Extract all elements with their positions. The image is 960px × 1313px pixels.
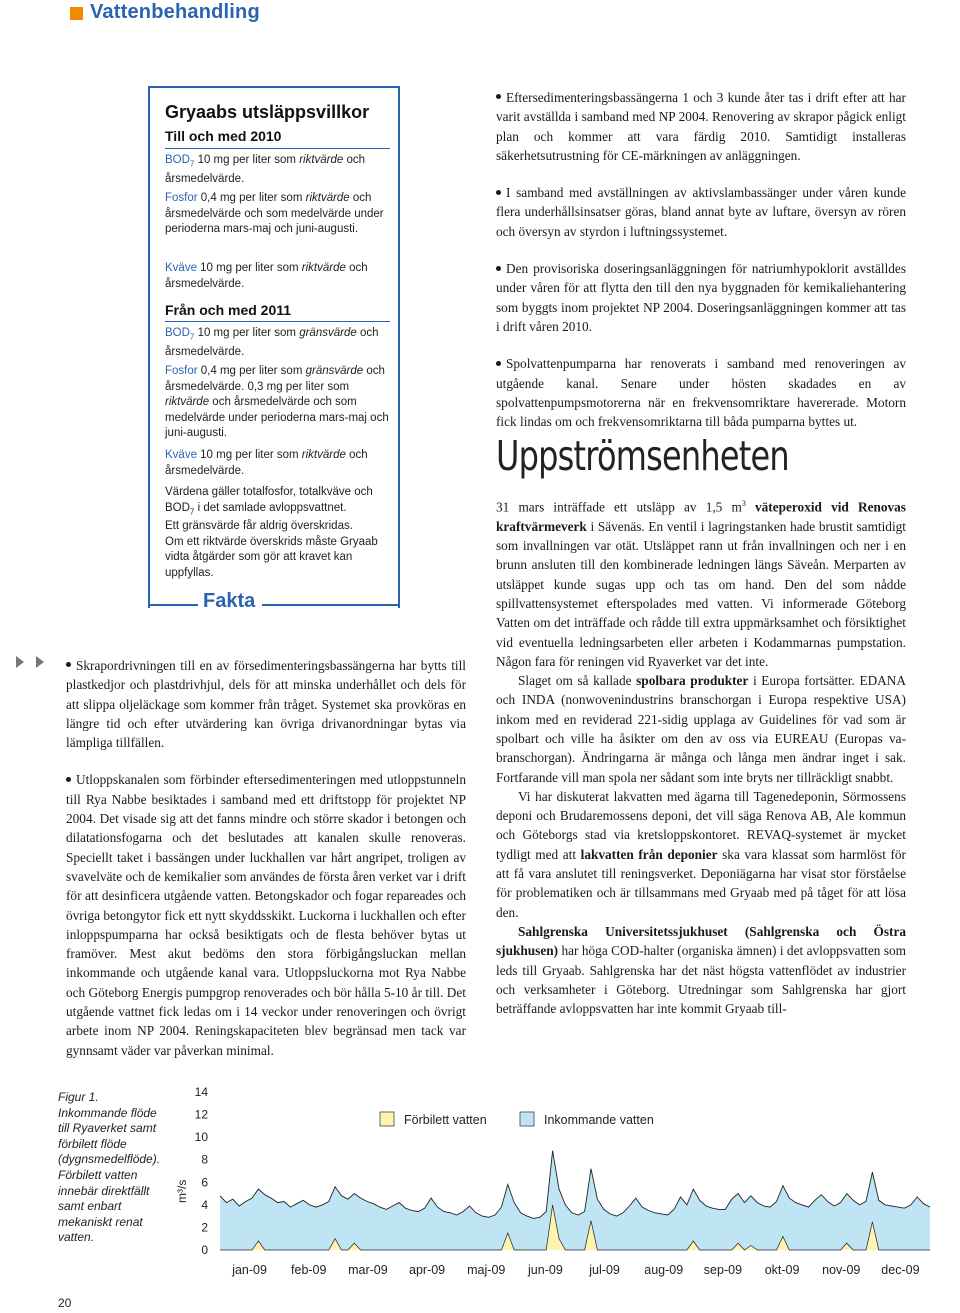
fakta-rule-2: [165, 321, 390, 322]
x-tick-label: okt-09: [764, 1263, 800, 1277]
orange-square-icon: [70, 7, 83, 20]
paragraph: 31 mars inträffade ett utsläpp av 1,5 $m^3$ väteperoxid vid Renovas kraftvärmeverk i Sävenäs. En ventil i lagringstanken hade brustit samtidigt som invallningen var otät. Utsläppet rann ut från invallningen och ner i en brunn ansluten till den kombinerade ledningen längs Säveån. Merparten av utsläppet kunde sugas upp och tas om hand. Den del som nådde spillvattensystemet efterspolades med vatten. Vi informerade Göteborg Vatten om det inträffade och rådde till extra uppmärksamhet och försiktighet vid eventuella ledningsarbeten eller arbeten i Kodammarnas pumpstation. Någon fara för reningen vid Ryaverket var det inte.: [496, 499, 906, 669]
x-tick-label: jun-09: [528, 1263, 563, 1277]
y-tick-label: 2: [201, 1220, 208, 1235]
right-column-bullets: [496, 88, 906, 431]
bullet-icon: [496, 190, 501, 195]
section-header: [0, 0, 960, 30]
bullet-paragraph: Skrapordrivningen till en av försedimenteringsbassängerna har bytts till plastkedjor och plastdrivhjul, dels för att minska underhållet och dels för att slippa oljeläckage som kommer från tråget. Systemet ska provköras en längre tid och efter utvärdering kan övriga drivanordningar bytas via lämpliga tillfällen.: [66, 658, 466, 751]
fakta-s1-fosfor: Fosfor 0,4 mg per liter som riktvärde och årsmedelvärde och som medelvärde under perioderna mars-maj och juni-augusti.: [165, 192, 384, 235]
bullet-icon: [66, 777, 71, 782]
right-column-body: [496, 494, 906, 1018]
paragraph: Sahlgrenska Universitetssjukhuset (Sahlgrenska och Östra sjukhusen) har höga COD-halter (organiska ämnen) i det avloppsvatten som leds till Gryaab. Sahlgrenska har det näst högsta vattenflödet av industrier och verksamheter i Göteborg. Utredningar som Sahlgrenska har gjort beträffande avloppsvatten har inte kommit Gryaab till-: [496, 923, 906, 1017]
fakta-section-1-heading: Till och med 2010: [165, 128, 282, 144]
arrow-right-icon: [16, 656, 24, 668]
bullet-paragraph: Eftersedimenteringsbassängerna 1 och 3 kunde åter tas i drift efter att har varit avställda i samband med NP 2004. Renovering av skrapor pågick enligt plan och kommer att vara färdig 2010. Samtidigt installeras säkerhetsutrustning för CE-märkningen av anläggningen.: [496, 90, 906, 163]
x-tick-label: sep-09: [703, 1263, 743, 1277]
legend-swatch: [520, 1112, 534, 1126]
bullet-paragraph: Den provisoriska doseringsanläggningen för natriumhypoklorit avställdes under våren för att flytta den till den nya byggnaden för kemikaliehantering som byggts inom projektet NP 2004. Doseringsanläggningen kommer att tas i drift våren 2010.: [496, 261, 906, 334]
fakta-section-2-heading: Från och med 2011: [165, 302, 292, 318]
subsection-heading: Uppströmsenheten: [496, 432, 789, 480]
y-tick-label: 0: [201, 1243, 208, 1257]
x-tick-label: maj-09: [467, 1263, 506, 1277]
fakta-s2-fosfor: Fosfor 0,4 mg per liter som gränsvärde och årsmedelvärde. 0,3 mg per liter som riktvärde och årsmedelvärde och som medelvärde under perioderna mars-maj och juni-augusti.: [165, 365, 389, 439]
x-tick-label: jul-09: [589, 1263, 620, 1277]
flow-chart: [170, 1078, 940, 1288]
bullet-icon: [66, 662, 71, 667]
fakta-box-rule-left: [148, 604, 198, 606]
fakta-notes: Värdena gäller totalfosfor, totalkväve och $BOD_7$ i det samlade avloppsvattnet. Ett gränsvärde får aldrig överskridas. Om ett riktvärde överskrids måste Gryaab vidta åtgärder som gör att kravet kan uppfyllas.: [165, 486, 378, 579]
y-axis-label: m³/s: [175, 1179, 189, 1203]
fakta-s2-bod: $BOD_7$ 10 mg per liter som gränsvärde och årsmedelvärde.: [165, 327, 379, 358]
legend-label: Inkommande vatten: [544, 1113, 654, 1127]
bullet-icon: [496, 94, 501, 99]
section-title: Vattenbehandling: [90, 1, 260, 23]
y-tick-label: 8: [201, 1152, 208, 1167]
figure-caption: Figur 1. Inkommande flöde till Ryaverket samt förbilett flöde (dygnsmedelflöde). Förbilett vatten innebär direktfällt samt enbart mekaniskt renat vatten.: [58, 1090, 161, 1245]
y-tick-label: 10: [194, 1130, 208, 1145]
y-tick-label: 14: [194, 1085, 208, 1099]
fakta-title: Gryaabs utsläppsvillkor: [165, 102, 370, 122]
x-axis-ticks: [231, 1263, 919, 1277]
fakta-s1-bod: $BOD_7$ 10 mg per liter som riktvärde och årsmedelvärde.: [165, 154, 366, 185]
x-tick-label: dec-09: [881, 1263, 920, 1277]
y-tick-label: 12: [194, 1107, 208, 1122]
y-tick-label: 4: [201, 1197, 208, 1212]
paragraph: Slaget om så kallade spolbara produkter i Europa fortsätter. EDANA och INDA (nonwovenindustrins branschorgan i Europa respektive USA) inkom med en reviderad 221-sidig upplaga av Guidelines för vad som är spolbart och ville ha åsikter om den av oss via EUREAU (Europas va-branschorgan). Ändringarna är många och långa men ändrar inget i sak. Fortfarande vill man spola ner sådant som inte bryts ner tillräckligt snabbt.: [496, 673, 906, 785]
x-tick-label: aug-09: [644, 1263, 684, 1277]
left-column-text: [66, 656, 466, 1060]
bullet-paragraph: I samband med avställningen av aktivslambassänger under våren kunde flera underhållsinsatser göras, bland annat byte av luftare, översyn av rören och översyn av styrdon i luftningssystemet.: [496, 185, 906, 239]
paragraph: Vi har diskuterat lakvatten med ägarna till Tagenedeponin, Sörmossens deponi och Brudaremossens deponi, det vill säga Renova AB, Ale kommun och Göteborgs stad via kretsloppskontoret. REVAQ-systemet är mycket tydligt med att lakvatten från deponier ska vara klassat som harmlöst för att få vara anslutet till reningsverket. Deponiägarna har visat stor förståelse för problematiken och är tillsammans med Gryaab med på tåget för att lösa den.: [496, 788, 906, 920]
x-tick-label: mar-09: [348, 1263, 388, 1277]
bullet-icon: [496, 266, 501, 271]
bullet-icon: [496, 361, 501, 366]
plot-area: [220, 1151, 930, 1250]
y-axis-ticks: [195, 1085, 209, 1257]
x-tick-label: feb-09: [291, 1263, 327, 1277]
fakta-box-rule-right: [262, 604, 398, 606]
fakta-rule-1: [165, 148, 390, 149]
x-tick-label: apr-09: [409, 1263, 446, 1277]
x-tick-label: nov-09: [822, 1263, 861, 1277]
legend-swatch: [380, 1112, 394, 1126]
series-area-inkommande: [220, 1151, 930, 1250]
chart-legend: [380, 1112, 654, 1127]
y-tick-label: 6: [201, 1175, 208, 1190]
x-tick-label: jan-09: [232, 1263, 267, 1277]
fakta-s2-kvave: Kväve 10 mg per liter som riktvärde och årsmedelvärde.: [165, 449, 368, 477]
bullet-paragraph: Utloppskanalen som förbinder eftersedimenteringen med utloppstunneln till Rya Nabbe besiktades i samband med ett driftstopp för projektet NP 2004. Det visade sig att det fanns mindre och större skador i betongen och dilatationsfogarna och det beslutades att kanalen skulle renoveras. Speciellt taket i bassängen under luckhallen var hårt angripet, troligen av svavelväte och de kemikalier som användes de första åren verket var i drift för att desinficera utgående vatten. Betongskador och fogar repareades och övriga betongytor fick ett nytt skyddsskikt. Luckorna i luckhallen och efter inloppspumparna har också besiktigats och de flesta behöver bytas ut framöver. Mest akut bedöms den stora förbigångsluckan mellan inkommande och utgående kanal vara. Utloppsluckorna mot Rya Nabbe och Göteborg Energis pumpgrop renoverades och bör hålla 5-10 år till. Det utgående vattnet fick ledas om i 14 veckor under renoveringen och övrigt arbete inom NP 2004. Reningskapaciteten blev begränsad men tack var gynnsamt väder var påverkan minimal.: [66, 772, 466, 1058]
page-number: 20: [58, 1296, 72, 1310]
bullet-paragraph: Spolvattenpumparna har renoverats i samband med renoveringen av utgående kanal. Senare under hösten skadades en av spolvattenpumpsmotorerna när en frekvensomriktare havererade. Motorn fick lindas om och frekvensomriktarna till båda pumparna byttes ut.: [496, 356, 906, 430]
arrow-right-icon: [36, 656, 44, 668]
fakta-s1-kvave: Kväve 10 mg per liter som riktvärde och årsmedelvärde.: [165, 262, 368, 290]
fakta-label: Fakta: [203, 590, 256, 612]
legend-label: Förbilett vatten: [404, 1113, 487, 1127]
